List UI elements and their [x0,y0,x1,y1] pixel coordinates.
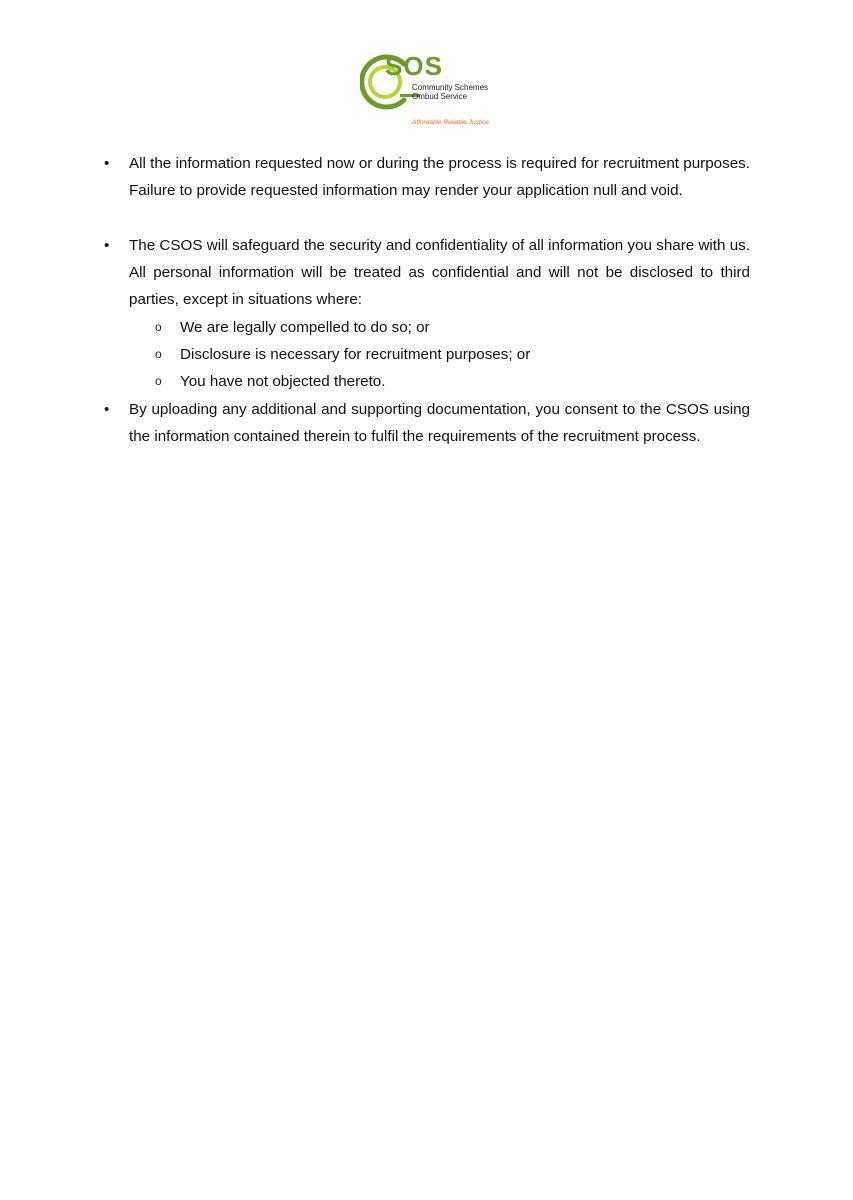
bullet-text: All the information requested now or during the process is required for recruitment purposes. Failure to provide requested information may render your application null and void. [129,155,750,200]
logo-tagline: Affordable Reliable Justice [412,119,489,126]
bullet-dot-icon: • [104,400,110,418]
policy-content [104,150,750,450]
bullet-dot-icon: • [104,236,110,254]
paragraph-gap [104,205,750,232]
sub-list-text: Disclosure is necessary for recruitment purposes; or [180,346,531,364]
sub-list-item [104,341,750,368]
sub-list-item [104,314,750,341]
bullet-item [104,150,750,205]
circle-bullet-icon: o [155,374,162,389]
bullet-item [104,396,750,451]
bullet-text: The CSOS will safeguard the security and confidentiality of all information you share with us. All personal information will be treated as confidential and will not be disclosed to third parties, except in situations where: [129,236,750,309]
bullet-item [104,232,750,314]
sub-list-text: We are legally compelled to do so; or [180,318,430,336]
circle-bullet-icon: o [155,319,162,334]
logo-name-line1: Community Schemes [412,83,489,92]
logo-acronym: SOS [385,51,443,81]
bullet-text: By uploading any additional and supporting documentation, you consent to the CSOS using the information contained therein to fulfil the requirements of the recruitment process. [129,400,750,445]
logo-name-line2: Ombud Service [412,92,468,101]
sub-list-text: You have not objected thereto. [180,373,386,391]
circle-bullet-icon: o [155,347,162,362]
sub-list-item [104,368,750,395]
csos-logo [360,52,500,132]
bullet-dot-icon: • [104,155,110,172]
